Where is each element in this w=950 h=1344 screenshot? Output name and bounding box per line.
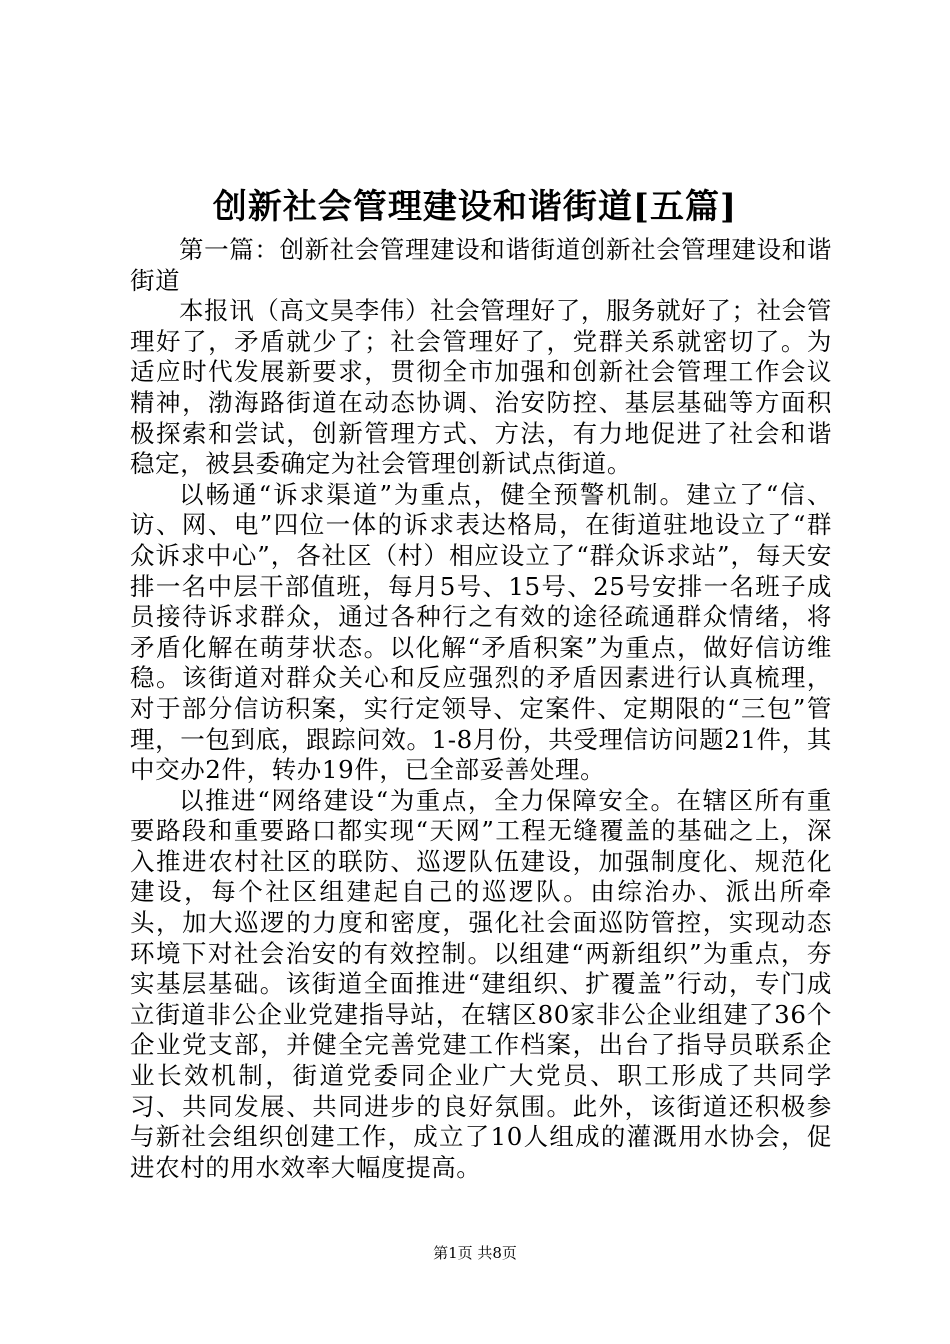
paragraph: 本报讯（高文昊李伟）社会管理好了，服务就好了；社会管理好了，矛盾就少了；社会管理好了，党群关系就密切了。为适应时代发展新要求，贯彻全市加强和创新社会管理工作会议精神，渤海路街道在动态协调、治安防控、基层基础等方面积极探索和尝试，创新管理方式、方法，有力地促进了社会和谐稳定，被县委确定为社会管理创新试点街道。 [130, 296, 832, 479]
paragraph: 以推进“网络建设“为重点，全力保障安全。在辖区所有重要路段和重要路口都实现“天网”工程无缝覆盖的基础之上，深入推进农村社区的联防、巡逻队伍建设，加强制度化、规范化建设，每个社区组建起自己的巡逻队。由综治办、派出所牵头，加大巡逻的力度和密度，强化社会面巡防管控，实现动态环境下对社会治安的有效控制。以组建“两新组织”为重点，夯实基层基础。该街道全面推进“建组织、扩覆盖”行动，专门成立街道非公企业党建指导站，在辖区80家非公企业组建了36个企业党支部，并健全完善党建工作档案，出台了指导员联系企业长效机制，街道党委同企业广大党员、职工形成了共同学习、共同发展、共同进步的良好氛围。此外，该街道还积极参与新社会组织创建工作，成立了10人组成的灌溉用水协会，促进农村的用水效率大幅度提高。 [130, 785, 832, 1182]
document-title: 创新社会管理建设和谐街道[五篇] [212, 187, 738, 227]
document-body [130, 235, 832, 1183]
page-number-footer: 第1页 共8页 [433, 1244, 517, 1262]
paragraph-heading: 第一篇：创新社会管理建设和谐街道创新社会管理建设和谐街道 [130, 235, 832, 295]
paragraph: 以畅通“诉求渠道”为重点，健全预警机制。建立了“信、访、网、电”四位一体的诉求表达格局，在街道驻地设立了“群众诉求中心”，各社区（村）相应设立了“群众诉求站”，每天安排一名中层干部值班，每月5号、15号、25号安排一名班子成员接待诉求群众，通过各种行之有效的途径疏通群众情绪，将矛盾化解在萌芽状态。以化解“矛盾积案”为重点，做好信访维稳。该街道对群众关心和反应强烈的矛盾因素进行认真梳理，对于部分信访积案，实行定领导、定案件、定期限的“三包”管理，一包到底，跟踪问效。1-8月份，共受理信访问题21件，其中交办2件，转办19件，已全部妥善处理。 [130, 479, 832, 785]
